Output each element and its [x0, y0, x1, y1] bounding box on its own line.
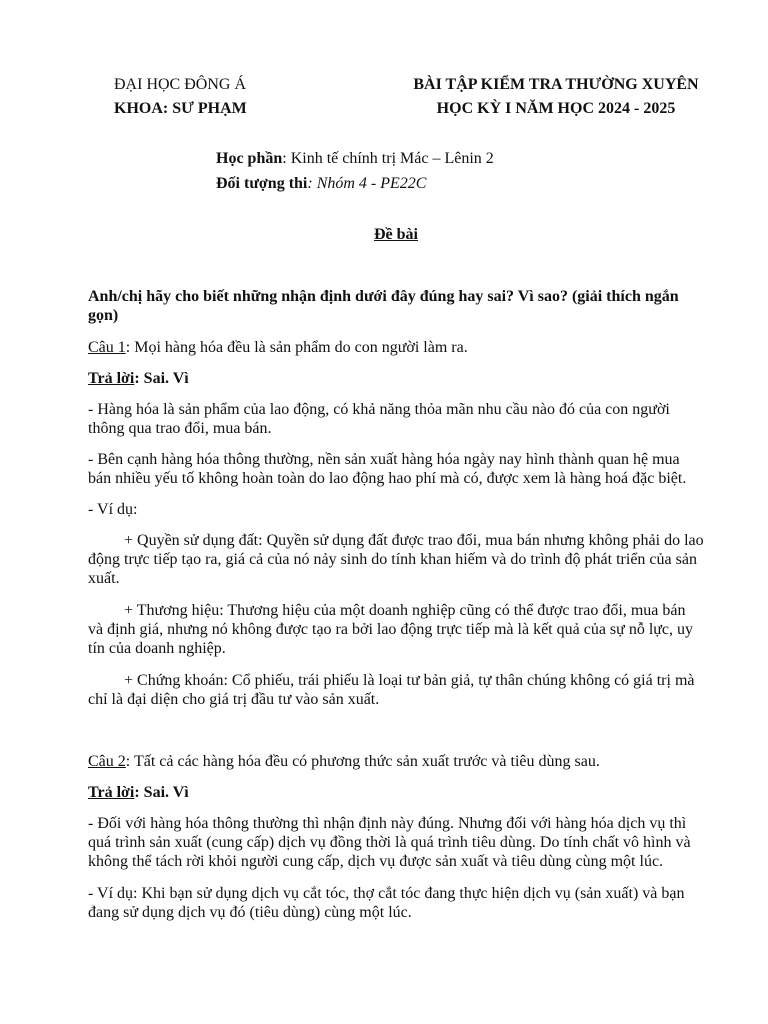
question-2-text: : Tất cả các hàng hóa đều có phương thức sản xuất trước và tiêu dùng sau. — [125, 753, 600, 770]
answer-1-label: Trả lời — [88, 370, 135, 387]
course-label: Học phần — [216, 150, 283, 167]
university-name: ĐẠI HỌC ĐÔNG Á — [114, 76, 246, 93]
exam-title: BÀI TẬP KIỂM TRA THƯỜNG XUYÊN — [413, 76, 699, 93]
question-prompt: Anh/chị hãy cho biết những nhận định dưới đây đúng hay sai? Vì sao? (giải thích ngắn gọn) — [88, 288, 679, 324]
question-2 — [88, 752, 704, 771]
target-label: Đối tượng thi — [216, 175, 308, 192]
question-1-text: : Mọi hàng hóa đều là sản phẩm do con người làm ra. — [125, 339, 468, 356]
semester-title: HỌC KỲ I NĂM HỌC 2024 - 2025 — [436, 100, 676, 117]
target-value: : Nhóm 4 - PE22C — [307, 175, 427, 192]
answer-1-paragraph: - Ví dụ: — [88, 501, 138, 518]
question-1 — [88, 338, 704, 357]
course-info — [216, 149, 494, 194]
answer-1-example: + Quyền sử dụng đất: Quyền sử dụng đất được trao đổi, mua bán nhưng không phải do lao động trực tiếp tạo ra, giá cả của nó nảy sinh do tính khan hiếm và do trình độ phát triển của sản xuất. — [88, 532, 704, 587]
answer-2-label: Trả lời — [88, 784, 135, 801]
exam-header — [400, 75, 712, 119]
course-value: : Kinh tế chính trị Mác – Lênin 2 — [282, 150, 494, 167]
answer-1-paragraph: - Hàng hóa là sản phẩm của lao động, có khả năng thỏa mãn nhu cầu nào đó của con người thông qua trao đổi, mua bán. — [88, 401, 670, 437]
answer-2-heading — [88, 783, 704, 802]
course-line — [216, 149, 494, 169]
answer-1-paragraph: - Bên cạnh hàng hóa thông thường, nền sản xuất hàng hóa ngày nay hình thành quan hệ mua bán nhiều yếu tố không hoàn toàn do lao động hao phí mà có, được xem là hàng hoá đặc biệt. — [88, 451, 687, 487]
target-line — [216, 174, 494, 194]
question-1-label: Câu 1 — [88, 339, 126, 356]
answer-2-paragraph: - Ví dụ: Khi bạn sử dụng dịch vụ cắt tóc, thợ cắt tóc đang thực hiện dịch vụ (sản xuất) và bạn đang sử dụng dịch vụ đó (tiêu dùng) cùng một lúc. — [88, 885, 685, 921]
answer-1-example: + Chứng khoán: Cổ phiếu, trái phiếu là loại tư bản giả, tự thân chúng không có giá trị mà chỉ là đại diện cho giá trị đầu tư vào sản xuất. — [88, 672, 695, 708]
answer-1-heading — [88, 369, 704, 388]
page-title: Đề bài — [374, 226, 418, 243]
answer-2-paragraph: - Đối với hàng hóa thông thường thì nhận định này đúng. Nhưng đối với hàng hóa dịch vụ thì quá trình sản xuất (cung cấp) dịch vụ đồng thời là quá trình tiêu dùng. Do tính chất vô hình và không thể tách rời khỏi người cung cấp, dịch vụ được sản xuất và tiêu dùng cùng một lúc. — [88, 815, 691, 870]
answer-1-value: : Sai. Vì — [134, 370, 189, 387]
question-2-label: Câu 2 — [88, 753, 126, 770]
answer-2-value: : Sai. Vì — [134, 784, 189, 801]
university-header — [114, 75, 247, 119]
faculty-name: KHOA: SƯ PHẠM — [114, 100, 247, 117]
answer-1-example: + Thương hiệu: Thương hiệu của một doanh nghiệp cũng có thể được trao đổi, mua bán và định giá, nhưng nó không được tạo ra bởi lao động trực tiếp mà là kết quả của sự nỗ lực, uy tín của doanh nghiệp. — [88, 602, 694, 657]
